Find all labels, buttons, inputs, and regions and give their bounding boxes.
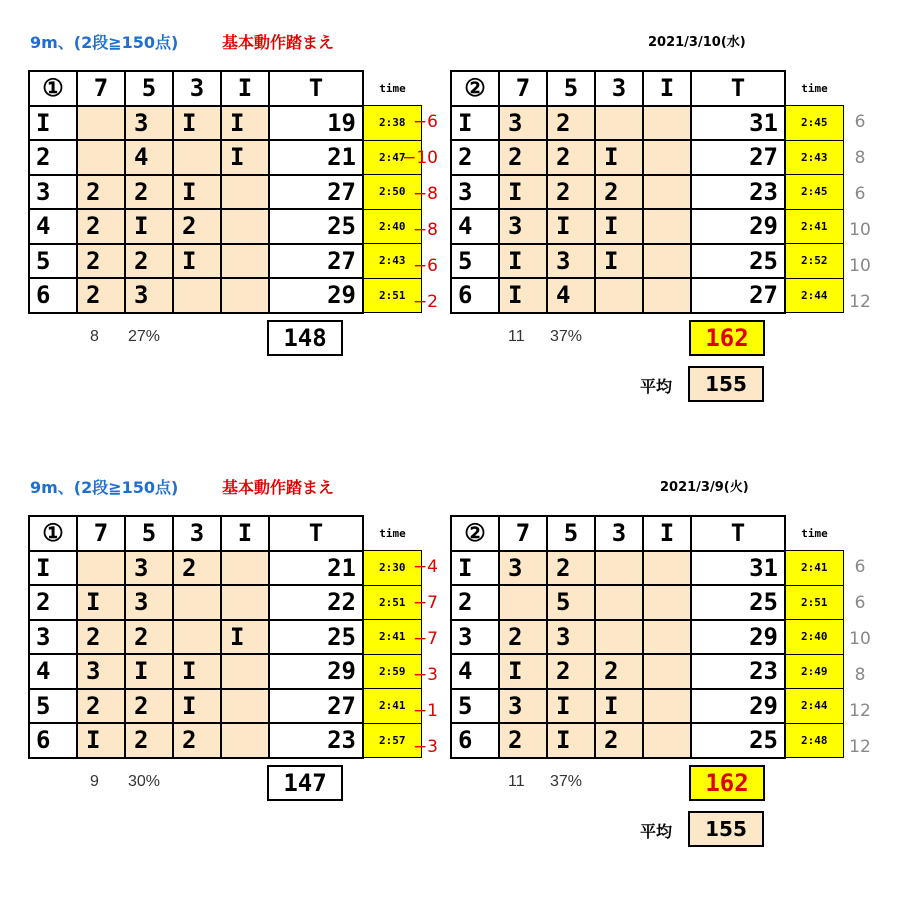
- count-5: I: [547, 723, 595, 758]
- round-time: 2:40: [363, 209, 421, 244]
- round-number: 5: [451, 689, 499, 724]
- score-table-left: [28, 515, 422, 759]
- count-7: 2: [499, 620, 547, 655]
- round-total: 29: [691, 689, 785, 724]
- col-1-header: I: [643, 71, 691, 106]
- section-title: 9m、(2段≧150点): [30, 478, 179, 497]
- count-5: 5: [547, 585, 595, 620]
- count-3: I: [173, 689, 221, 724]
- table-row: [451, 209, 843, 244]
- col-3-header: 3: [595, 516, 643, 551]
- count-5: 4: [125, 140, 173, 175]
- col-7-header: 7: [77, 516, 125, 551]
- count-7: 3: [77, 654, 125, 689]
- table-row: [29, 551, 421, 586]
- count-5: 2: [125, 175, 173, 210]
- count-5: 2: [547, 551, 595, 586]
- count-1: [643, 585, 691, 620]
- round-number: I: [451, 106, 499, 141]
- round-number: I: [451, 551, 499, 586]
- score-table-right: [450, 70, 844, 314]
- table-row: [451, 723, 843, 758]
- score-diff: −10: [402, 148, 438, 168]
- count-5: 2: [125, 689, 173, 724]
- count-7: 3: [499, 106, 547, 141]
- seven-count: 9: [90, 773, 99, 790]
- count-5: I: [547, 209, 595, 244]
- count-7: 2: [499, 723, 547, 758]
- round-time: 2:43: [785, 140, 843, 175]
- round-number: 2: [29, 585, 77, 620]
- gold-count: 12: [849, 701, 871, 721]
- round-time: 2:57: [363, 723, 421, 758]
- count-3: I: [595, 244, 643, 279]
- round-total: 27: [691, 140, 785, 175]
- count-5: 2: [547, 140, 595, 175]
- count-3: [595, 620, 643, 655]
- gold-count: 10: [849, 629, 871, 649]
- count-5: 3: [125, 278, 173, 313]
- count-3: 2: [595, 654, 643, 689]
- table-row: [451, 244, 843, 279]
- score-table-right: [450, 515, 844, 759]
- round-header: ①: [29, 71, 77, 106]
- round-total: 23: [269, 723, 363, 758]
- section-title: 9m、(2段≧150点): [30, 33, 179, 52]
- round-time: 2:30: [363, 551, 421, 586]
- round-total: 25: [691, 244, 785, 279]
- count-1: [643, 654, 691, 689]
- count-7: 3: [499, 209, 547, 244]
- score-diff: −7: [412, 629, 438, 649]
- col-1-header: I: [221, 71, 269, 106]
- score-diff: −3: [412, 665, 438, 685]
- count-1: [643, 175, 691, 210]
- gold-count: 10: [849, 220, 871, 240]
- table-row: [29, 620, 421, 655]
- seven-percent: 30%: [128, 773, 161, 790]
- count-3: 2: [595, 175, 643, 210]
- count-7: 3: [499, 551, 547, 586]
- count-1: I: [221, 106, 269, 141]
- round-header: ②: [451, 71, 499, 106]
- table-row: [29, 209, 421, 244]
- gold-count: 6: [854, 593, 866, 613]
- table-row: [29, 106, 421, 141]
- count-3: [173, 585, 221, 620]
- round-number: 2: [451, 140, 499, 175]
- count-3: [595, 278, 643, 313]
- score-diff: −3: [412, 737, 438, 757]
- seven-percent: 37%: [550, 773, 583, 790]
- count-3: I: [173, 244, 221, 279]
- count-1: [643, 244, 691, 279]
- gold-count: 6: [854, 557, 866, 577]
- section-subtitle: 基本動作踏まえ: [222, 478, 335, 497]
- count-3: 2: [173, 209, 221, 244]
- count-3: [173, 140, 221, 175]
- table-row: [451, 689, 843, 724]
- round-total: 31: [691, 106, 785, 141]
- count-5: 3: [125, 106, 173, 141]
- table-row: [29, 689, 421, 724]
- count-5: 2: [125, 244, 173, 279]
- col-5-header: 5: [547, 516, 595, 551]
- round-number: I: [29, 551, 77, 586]
- round-total: 25: [691, 723, 785, 758]
- round-time: 2:44: [785, 278, 843, 313]
- header-row: [451, 71, 843, 106]
- round-number: 3: [29, 620, 77, 655]
- grand-total: 162: [689, 320, 765, 356]
- seven-count: 11: [508, 328, 525, 345]
- round-total: 31: [691, 551, 785, 586]
- header-row: [29, 516, 421, 551]
- gold-count: 8: [854, 665, 866, 685]
- count-7: I: [77, 585, 125, 620]
- count-7: 2: [77, 244, 125, 279]
- table-row: [29, 175, 421, 210]
- count-7: 2: [77, 620, 125, 655]
- round-time: 2:50: [363, 175, 421, 210]
- round-time: 2:47: [363, 140, 421, 175]
- round-number: 3: [29, 175, 77, 210]
- grand-total: 162: [689, 765, 765, 801]
- count-7: I: [499, 244, 547, 279]
- count-1: [643, 106, 691, 141]
- round-total: 29: [269, 278, 363, 313]
- round-number: 6: [451, 278, 499, 313]
- count-5: 2: [547, 106, 595, 141]
- count-1: [221, 244, 269, 279]
- seven-percent: 37%: [550, 328, 583, 345]
- total-header: T: [691, 71, 785, 106]
- table-row: [451, 175, 843, 210]
- count-1: [221, 278, 269, 313]
- col-1-header: I: [643, 516, 691, 551]
- col-5-header: 5: [125, 516, 173, 551]
- seven-count: 11: [508, 773, 525, 790]
- count-5: 4: [547, 278, 595, 313]
- count-1: [221, 551, 269, 586]
- col-5-header: 5: [125, 71, 173, 106]
- round-time: 2:40: [785, 620, 843, 655]
- score-diff: −2: [412, 292, 438, 312]
- count-5: 3: [125, 551, 173, 586]
- count-1: I: [221, 620, 269, 655]
- count-1: [221, 689, 269, 724]
- count-7: 3: [499, 689, 547, 724]
- round-total: 27: [691, 278, 785, 313]
- average-label: 平均: [640, 377, 673, 396]
- count-3: I: [595, 689, 643, 724]
- table-row: [451, 278, 843, 313]
- round-total: 27: [269, 175, 363, 210]
- time-header: time: [785, 71, 843, 106]
- round-number: 5: [29, 244, 77, 279]
- round-number: 4: [29, 654, 77, 689]
- round-total: 19: [269, 106, 363, 141]
- table-row: [451, 140, 843, 175]
- count-3: I: [595, 140, 643, 175]
- round-number: 3: [451, 175, 499, 210]
- col-1-header: I: [221, 516, 269, 551]
- session-date: 2021/3/9(火): [660, 480, 749, 495]
- count-3: I: [173, 106, 221, 141]
- round-total: 25: [269, 620, 363, 655]
- count-7: I: [499, 278, 547, 313]
- round-time: 2:51: [785, 585, 843, 620]
- count-3: 2: [173, 551, 221, 586]
- round-number: 6: [451, 723, 499, 758]
- gold-count: 12: [849, 737, 871, 757]
- count-3: I: [173, 654, 221, 689]
- count-7: [77, 551, 125, 586]
- count-1: [221, 723, 269, 758]
- round-time: 2:48: [785, 723, 843, 758]
- table-row: [451, 620, 843, 655]
- count-1: [221, 585, 269, 620]
- gold-count: 8: [854, 148, 866, 168]
- count-7: 2: [499, 140, 547, 175]
- count-7: [499, 585, 547, 620]
- gold-count: 12: [849, 292, 871, 312]
- round-total: 23: [691, 654, 785, 689]
- count-3: [595, 551, 643, 586]
- count-5: 3: [125, 585, 173, 620]
- score-diff: −6: [412, 112, 438, 132]
- col-7-header: 7: [499, 516, 547, 551]
- round-number: 4: [451, 209, 499, 244]
- table-row: [29, 723, 421, 758]
- table-row: [29, 278, 421, 313]
- count-3: 2: [595, 723, 643, 758]
- round-time: 2:44: [785, 689, 843, 724]
- round-number: 3: [451, 620, 499, 655]
- round-time: 2:52: [785, 244, 843, 279]
- round-number: 5: [29, 689, 77, 724]
- score-diff: −7: [412, 593, 438, 613]
- count-5: 2: [547, 654, 595, 689]
- count-1: [643, 278, 691, 313]
- count-3: [173, 620, 221, 655]
- count-5: 2: [125, 620, 173, 655]
- count-3: [173, 278, 221, 313]
- time-header: time: [363, 71, 421, 106]
- round-header: ②: [451, 516, 499, 551]
- section-subtitle: 基本動作踏まえ: [222, 33, 335, 52]
- round-header: ①: [29, 516, 77, 551]
- count-7: 2: [77, 278, 125, 313]
- count-3: [595, 106, 643, 141]
- count-3: I: [595, 209, 643, 244]
- round-time: 2:59: [363, 654, 421, 689]
- round-number: 6: [29, 723, 77, 758]
- col-3-header: 3: [173, 516, 221, 551]
- count-3: 2: [173, 723, 221, 758]
- time-header: time: [363, 516, 421, 551]
- count-7: I: [499, 175, 547, 210]
- count-5: I: [125, 654, 173, 689]
- count-1: [221, 654, 269, 689]
- total-header: T: [691, 516, 785, 551]
- round-number: 2: [451, 585, 499, 620]
- score-diff: −1: [412, 701, 438, 721]
- col-3-header: 3: [595, 71, 643, 106]
- count-5: 3: [547, 244, 595, 279]
- count-1: [643, 551, 691, 586]
- header-row: [451, 516, 843, 551]
- average-value: 155: [688, 366, 764, 402]
- count-5: 3: [547, 620, 595, 655]
- round-total: 27: [269, 244, 363, 279]
- count-1: [221, 209, 269, 244]
- gold-count: 6: [854, 112, 866, 132]
- count-1: [221, 175, 269, 210]
- count-1: [643, 620, 691, 655]
- count-1: [643, 689, 691, 724]
- table-row: [29, 654, 421, 689]
- time-header: time: [785, 516, 843, 551]
- count-5: 2: [547, 175, 595, 210]
- count-7: [77, 140, 125, 175]
- count-1: I: [221, 140, 269, 175]
- round-total: 27: [269, 689, 363, 724]
- round-total: 29: [269, 654, 363, 689]
- count-7: I: [499, 654, 547, 689]
- count-1: [643, 209, 691, 244]
- count-5: 2: [125, 723, 173, 758]
- round-total: 29: [691, 209, 785, 244]
- round-time: 2:43: [363, 244, 421, 279]
- count-3: [595, 585, 643, 620]
- col-7-header: 7: [499, 71, 547, 106]
- table-row: [451, 106, 843, 141]
- col-5-header: 5: [547, 71, 595, 106]
- table-row: [29, 585, 421, 620]
- table-row: [451, 551, 843, 586]
- round-time: 2:51: [363, 585, 421, 620]
- round-total: 29: [691, 620, 785, 655]
- count-7: 2: [77, 689, 125, 724]
- count-5: I: [125, 209, 173, 244]
- grand-total: 148: [267, 320, 343, 356]
- round-time: 2:41: [363, 689, 421, 724]
- round-total: 25: [269, 209, 363, 244]
- round-total: 23: [691, 175, 785, 210]
- round-number: 6: [29, 278, 77, 313]
- grand-total: 147: [267, 765, 343, 801]
- col-3-header: 3: [173, 71, 221, 106]
- round-time: 2:49: [785, 654, 843, 689]
- round-number: 4: [451, 654, 499, 689]
- round-total: 22: [269, 585, 363, 620]
- round-time: 2:45: [785, 106, 843, 141]
- count-1: [643, 723, 691, 758]
- table-row: [29, 244, 421, 279]
- seven-percent: 27%: [128, 328, 161, 345]
- col-7-header: 7: [77, 71, 125, 106]
- round-time: 2:45: [785, 175, 843, 210]
- header-row: [29, 71, 421, 106]
- seven-count: 8: [90, 328, 99, 345]
- score-diff: −8: [412, 220, 438, 240]
- round-number: 4: [29, 209, 77, 244]
- score-diff: −8: [412, 184, 438, 204]
- total-header: T: [269, 71, 363, 106]
- count-7: 2: [77, 175, 125, 210]
- round-number: 2: [29, 140, 77, 175]
- average-label: 平均: [640, 822, 673, 841]
- count-3: I: [173, 175, 221, 210]
- count-7: [77, 106, 125, 141]
- score-table-left: [28, 70, 422, 314]
- count-5: I: [547, 689, 595, 724]
- round-time: 2:41: [363, 620, 421, 655]
- round-time: 2:38: [363, 106, 421, 141]
- session-date: 2021/3/10(水): [648, 35, 746, 50]
- count-1: [643, 140, 691, 175]
- score-diff: −4: [412, 557, 438, 577]
- round-time: 2:51: [363, 278, 421, 313]
- table-row: [29, 140, 421, 175]
- score-diff: −6: [412, 256, 438, 276]
- round-time: 2:41: [785, 209, 843, 244]
- gold-count: 10: [849, 256, 871, 276]
- round-number: I: [29, 106, 77, 141]
- count-7: 2: [77, 209, 125, 244]
- average-value: 155: [688, 811, 764, 847]
- table-row: [451, 585, 843, 620]
- round-total: 25: [691, 585, 785, 620]
- count-7: I: [77, 723, 125, 758]
- round-total: 21: [269, 551, 363, 586]
- round-total: 21: [269, 140, 363, 175]
- table-row: [451, 654, 843, 689]
- gold-count: 6: [854, 184, 866, 204]
- total-header: T: [269, 516, 363, 551]
- round-time: 2:41: [785, 551, 843, 586]
- round-number: 5: [451, 244, 499, 279]
